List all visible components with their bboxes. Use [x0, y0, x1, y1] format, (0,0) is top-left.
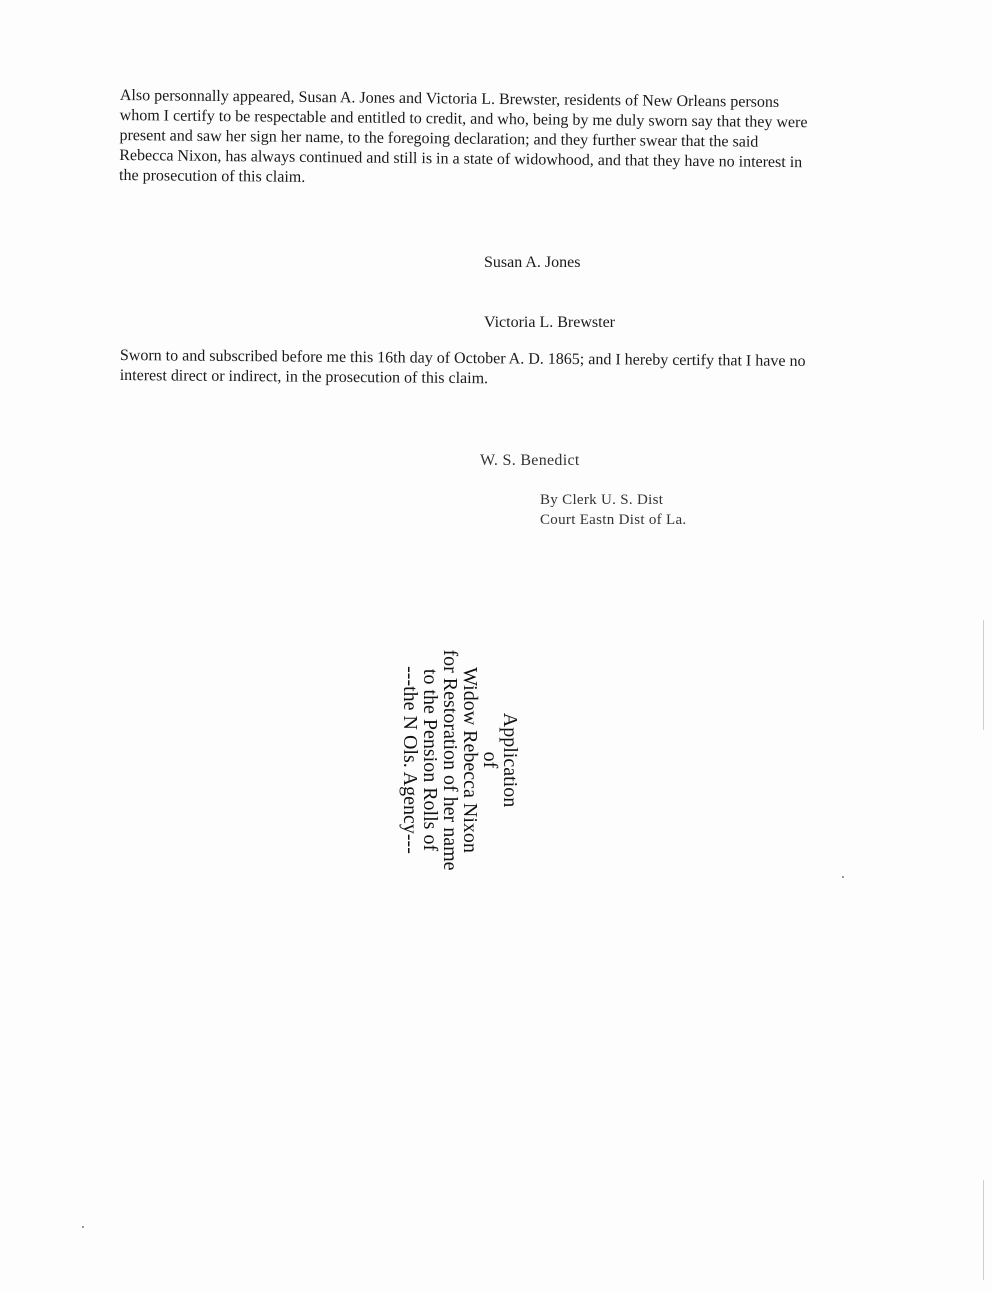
scan-edge-mark — [983, 620, 984, 730]
affidavit-line: Rebecca Nixon, has always continued and still is in a state of widowhood, and that they have no interest in — [119, 146, 803, 172]
affidavit-paragraph — [119, 88, 808, 195]
endorsement-line: to the Pension Rolls of — [419, 668, 441, 852]
endorsement-line: of — [479, 751, 501, 769]
scan-speck — [82, 1226, 84, 1228]
affidavit-line: Also personnally appeared, Susan A. Jones and Victoria L. Brewster, residents of New Orleans persons — [119, 87, 780, 111]
jurat-line: interest direct or indirect, in the prosecution of this claim. — [119, 366, 489, 388]
witness-signature-2: Victoria L. Brewster — [484, 314, 615, 331]
scan-speck — [842, 876, 844, 878]
witness-signature-1: Susan A. Jones — [484, 254, 581, 271]
affidavit-line: whom I certify to be respectable and entitled to credit, and who, being by me duly sworn say that they were — [119, 106, 808, 132]
endorsement-line: Widow Rebecca Nixon — [459, 667, 481, 853]
jurat-line: Sworn to and subscribed before me this 16th day of October A. D. 1865; and I hereby certify that I have no — [119, 347, 806, 370]
officer-title-block — [540, 492, 686, 532]
scan-edge-mark — [983, 1180, 984, 1280]
officer-title-line: By Clerk U. S. Dist — [540, 492, 664, 508]
endorsement-line: ---the N Ols. Agency--- — [399, 666, 421, 854]
affidavit-line: present and saw her sign her name, to the foregoing declaration; and they further swear that the said — [119, 126, 759, 151]
endorsement-line: for Restoration of her name — [439, 649, 461, 871]
rotated-endorsement — [400, 649, 520, 870]
endorsement-line: Application — [499, 712, 521, 808]
officer-signature: W. S. Benedict — [480, 452, 580, 469]
officer-title-line: Court Eastn Dist of La. — [540, 512, 687, 528]
jurat-paragraph — [120, 348, 806, 394]
affidavit-line: the prosecution of this claim. — [118, 166, 306, 186]
